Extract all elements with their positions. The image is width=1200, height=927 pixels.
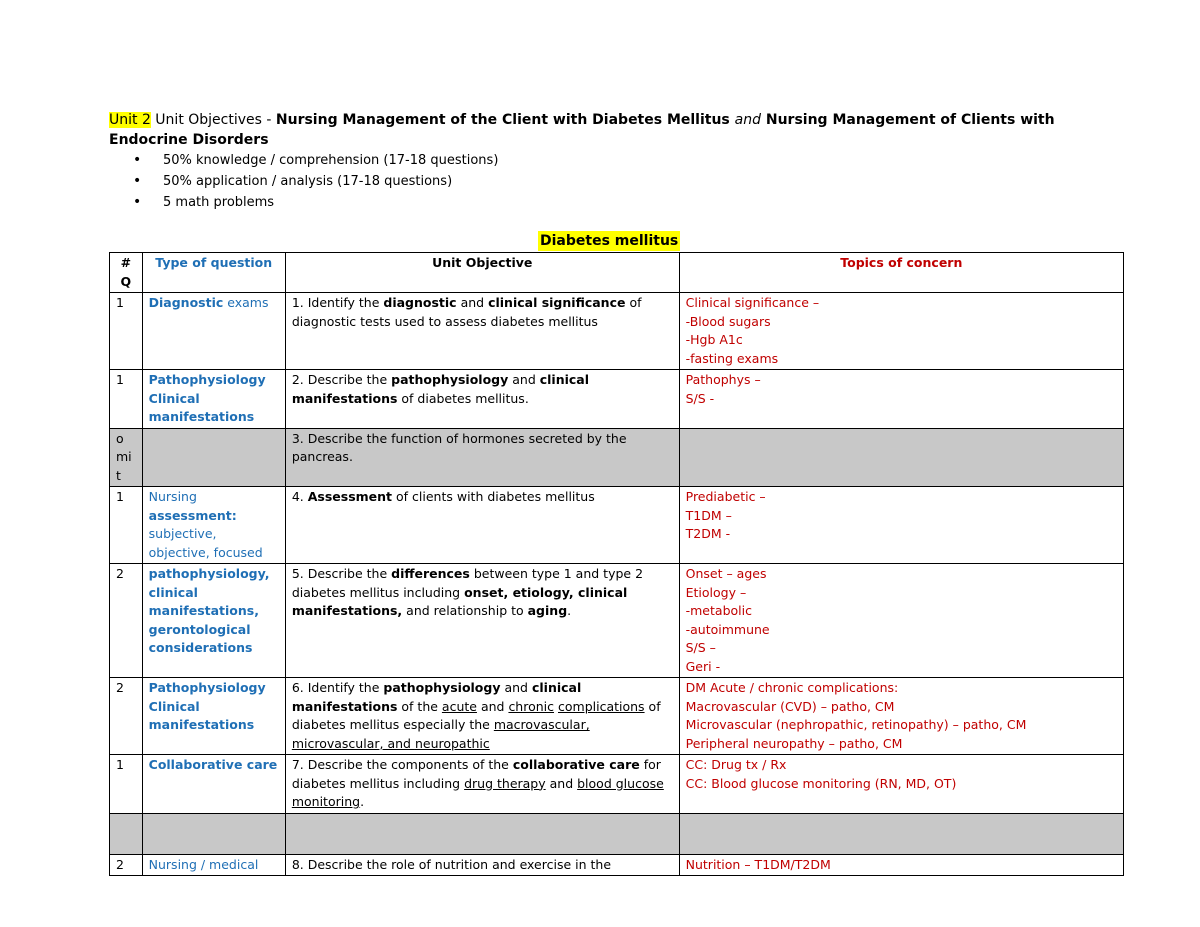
objective-text: acute [441,698,477,714]
objective-text: 6. Identify the [291,680,384,695]
cell-topics [679,755,1123,814]
objective-text: and [545,775,578,791]
objective-text: of diabetes mellitus especially the [291,698,661,732]
list-item: • 50% knowledge / comprehension (17-18 questions) [108,150,498,171]
cell-type [142,293,285,370]
objectives-table [109,252,1124,876]
column-header-type: Type of question [142,253,285,293]
cell-q: omit [110,428,143,487]
objective-text: chronic [508,698,555,714]
objective-text: Assessment [307,489,393,504]
unit-label: Unit 2 [109,112,151,128]
cell-q [110,813,143,854]
objective-text: . [567,603,572,618]
cell-topics [679,293,1123,370]
objective-text: and [476,698,509,714]
objective-text: 7. Describe the components of the [291,757,513,772]
type-text: clinical [148,584,198,600]
cell-objective [285,564,679,678]
objective-text: 4. [291,489,308,504]
table-row [110,370,1124,429]
table-row [110,854,1124,876]
type-text: pathophysiology, [148,566,270,581]
topic-line: -Blood sugars [685,313,771,329]
cell-q: 2 [110,564,143,678]
column-header-topics: Topics of concern [679,253,1123,293]
topic-line: Geri - [685,658,721,674]
cell-q: 1 [110,370,143,429]
cell-topics [679,854,1123,876]
cell-type [142,564,285,678]
cell-objective [285,428,679,487]
objective-text: 8. Describe the role of nutrition and exercise in the [291,856,612,872]
objective-text: onset, etiology, clinical manifestations, [291,584,628,618]
cell-objective [285,293,679,370]
type-text: manifestations, [148,603,259,618]
topic-line: T1DM – [685,507,732,523]
type-text: Diagnostic [148,295,224,310]
objective-text: blood glucose monitoring [291,775,664,809]
exam-breakdown-list [108,150,498,213]
cell-type [142,428,285,487]
heading-prefix: Unit Objectives - [150,112,276,128]
objective-text: and [383,735,415,751]
objective-text: clinical manifestations [291,372,590,406]
topic-line: -metabolic [685,603,752,618]
cell-objective [285,678,679,755]
objective-text: collaborative care [512,757,640,772]
table-row [110,813,1124,854]
list-item: • 5 math problems [108,192,498,213]
objective-text: between type 1 and type 2 diabetes mellitus including [291,566,644,600]
objective-text: 3. Describe the function of hormones secreted by the pancreas. [291,430,627,464]
objective-text: 1. Identify the [291,295,384,310]
table-row [110,487,1124,564]
list-item: • 50% application / analysis (17-18 questions) [108,171,498,192]
cell-q: 1 [110,755,143,814]
cell-type [142,370,285,429]
cell-objective [285,370,679,429]
topic-line: -Hgb A1c [685,332,743,347]
cell-type: Nursing / medical [142,854,285,876]
objective-text: complications [558,698,645,714]
topic-line: Onset – ages [685,566,767,581]
objective-text: neuropathic [414,735,490,751]
topic-line: DM Acute / chronic complications: [685,680,899,695]
objective-text: clinical manifestations [291,680,582,714]
cell-q: 2 [110,854,143,876]
objective-text: and [456,295,489,310]
objective-text: . [360,794,365,809]
type-text: Nursing [148,489,197,504]
table-row [110,678,1124,755]
cell-topics [679,813,1123,854]
cell-type [142,813,285,854]
objective-text: 5. Describe the [291,566,392,581]
cell-topics [679,428,1123,487]
topic-line: Etiology – [685,584,747,600]
cell-topics [679,487,1123,564]
cell-topics [679,564,1123,678]
table-title: Diabetes mellitus [540,233,679,249]
topic-line: Peripheral neuropathy – patho, CM [685,735,903,751]
objective-text: and [508,372,540,387]
topic-line: Clinical significance – [685,295,820,310]
type-text: gerontological [148,621,251,637]
column-header-q: # Q [110,253,143,293]
table-row [110,755,1124,814]
topic-line: -fasting exams [685,350,779,366]
objective-text: of clients with diabetes mellitus [392,489,595,504]
topic-line: T2DM - [685,526,731,541]
cell-type [142,487,285,564]
objective-text: pathophysiology [391,372,509,387]
cell-objective [285,487,679,564]
table-row [110,293,1124,370]
type-text: subjective, objective, focused [148,526,263,560]
type-text: Pathophysiology [148,372,266,387]
topic-line: CC: Drug tx / Rx [685,757,787,772]
table-header-row [110,253,1124,293]
cell-objective [285,813,679,854]
objective-text: microvascular, [291,735,384,751]
cell-objective [285,854,679,876]
cell-objective [285,755,679,814]
topic-line: Microvascular (nephropathic, retinopathy) – patho, CM [685,717,1027,732]
cell-topics [679,370,1123,429]
objective-text: and [500,680,532,695]
topic-line: Pathophys – [685,372,761,387]
topic-line: Macrovascular (CVD) – patho, CM [685,698,895,714]
page-heading [109,110,1069,150]
objective-text: for diabetes mellitus including [291,757,661,791]
type-text: manifestations [148,717,255,732]
table-row [110,564,1124,678]
type-text: Pathophysiology [148,680,266,695]
heading-title-part1: Nursing Management of the Client with Diabetes Mellitus [275,112,735,128]
cell-type [142,678,285,755]
topic-line: S/S - [685,390,715,406]
objective-text: drug therapy [464,775,546,791]
heading-and-word: and [734,112,761,128]
cell-q: 1 [110,487,143,564]
objective-text: 2. Describe the [291,372,392,387]
objective-text: clinical significance [488,295,626,310]
heading-title-part2: Nursing Management of Clients with Endocrine Disorders [109,112,1055,148]
topic-line: S/S – [685,640,716,655]
type-text: manifestations [148,409,255,424]
type-text: exams [223,295,269,310]
objective-text: differences [391,566,470,581]
cell-type: Collaborative care [142,755,285,814]
topic-line: Prediabetic – [685,489,766,504]
table-row [110,428,1124,487]
cell-topics [679,678,1123,755]
type-text: assessment: [148,507,237,523]
topic-line: Nutrition – T1DM/T2DM [685,856,831,872]
topic-line: -autoimmune [685,621,770,637]
objective-text: aging [527,603,568,618]
type-text: considerations [148,640,253,655]
objective-text: diagnostic [383,295,457,310]
objective-text: pathophysiology [383,680,501,695]
type-text: Clinical [148,390,200,406]
objective-text: of the [397,698,442,714]
topic-line: CC: Blood glucose monitoring (RN, MD, OT) [685,775,957,791]
column-header-objective: Unit Objective [285,253,679,293]
objective-text: of diagnostic tests used to assess diabetes mellitus [291,295,642,329]
objective-text: of diabetes mellitus. [397,390,529,406]
type-text: Clinical [148,698,200,714]
objective-text: macrovascular, [493,717,590,732]
cell-q: 1 [110,293,143,370]
objective-text: and relationship to [402,603,528,618]
cell-q: 2 [110,678,143,755]
